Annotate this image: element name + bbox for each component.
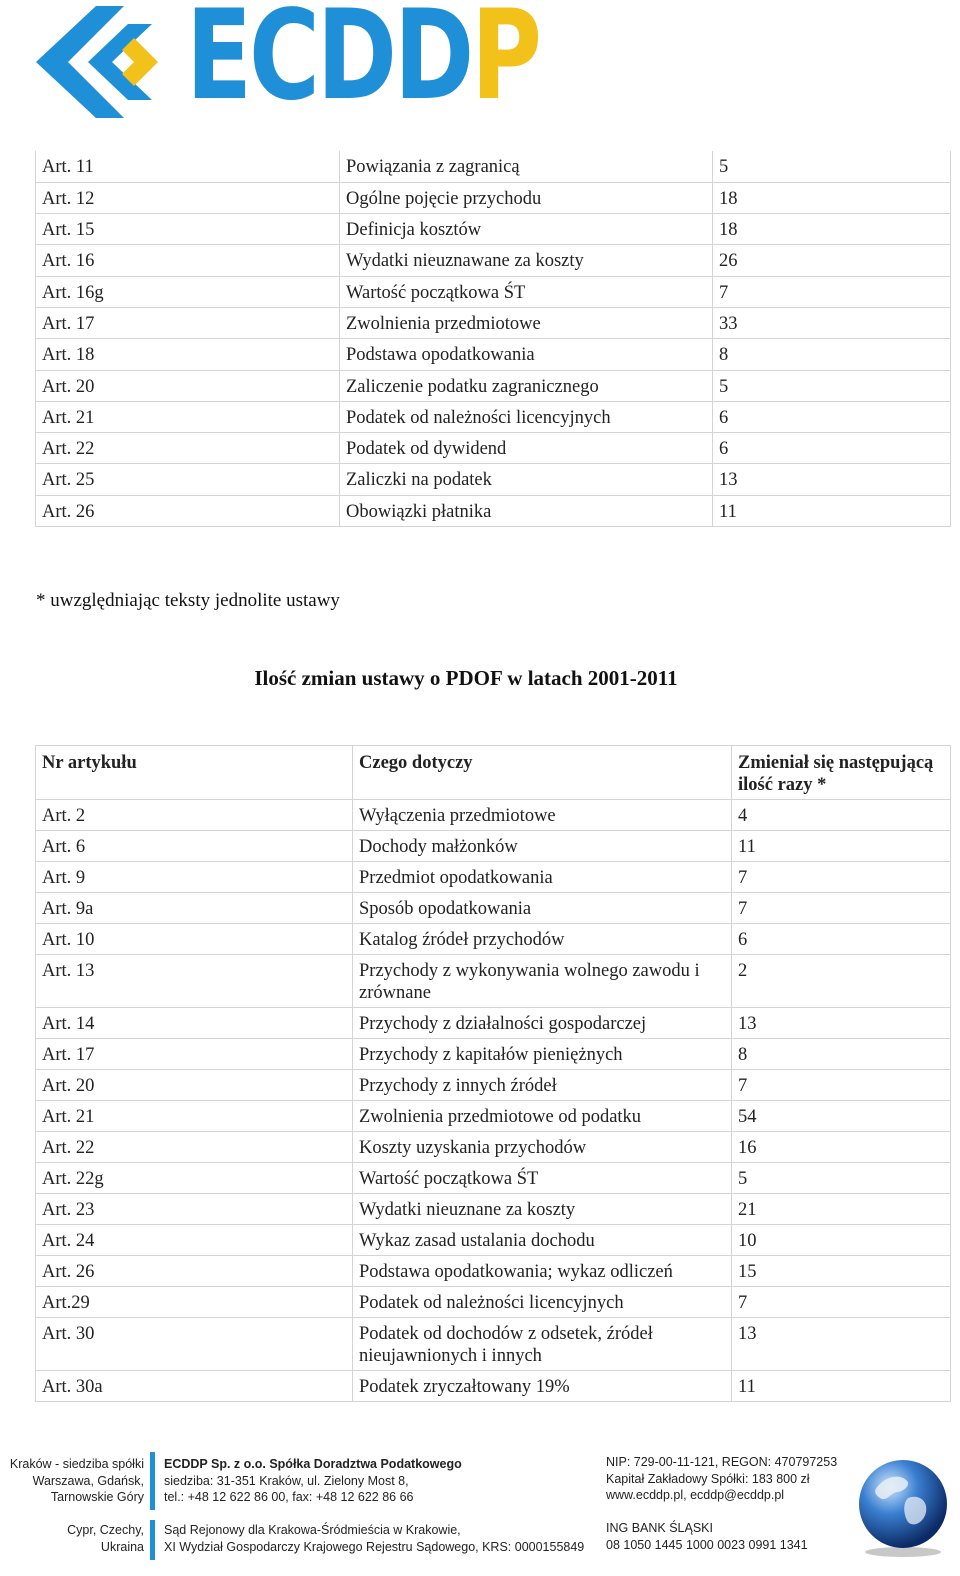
cell-count: 11	[713, 495, 951, 526]
cell-count: 8	[732, 1039, 951, 1070]
cell-article: Art.29	[36, 1287, 353, 1318]
cell-subject: Wydatki nieuznane za koszty	[353, 1194, 732, 1225]
cell-count: 33	[713, 307, 951, 338]
cell-article: Art. 21	[36, 401, 340, 432]
cell-subject: Podatek od dochodów z odsetek, źródeł nieujawnionych i innych	[353, 1318, 732, 1371]
cell-subject: Przychody z innych źródeł	[353, 1070, 732, 1101]
cell-article: Art. 22g	[36, 1163, 353, 1194]
table-row	[36, 1101, 951, 1132]
cell-subject: Ogólne pojęcie przychodu	[340, 182, 713, 213]
cell-subject: Koszty uzyskania przychodów	[353, 1132, 732, 1163]
cell-count: 21	[732, 1194, 951, 1225]
cell-count: 11	[732, 1371, 951, 1402]
footer-text: Warszawa, Gdańsk,	[32, 1473, 144, 1488]
cell-count: 26	[713, 245, 951, 276]
header-article: Nr artykułu	[36, 746, 353, 800]
cell-article: Art. 30	[36, 1318, 353, 1371]
cell-article: Art. 9	[36, 862, 353, 893]
cell-count: 7	[732, 1070, 951, 1101]
cell-count: 13	[713, 464, 951, 495]
table-row	[36, 276, 951, 307]
cell-article: Art. 12	[36, 182, 340, 213]
cell-count: 6	[713, 433, 951, 464]
table-row	[36, 1039, 951, 1070]
cell-article: Art. 18	[36, 339, 340, 370]
table-row	[36, 1256, 951, 1287]
footer-text: siedziba: 31-351 Kraków, ul. Zielony Most 8,	[164, 1473, 409, 1488]
footer-text: XI Wydział Gospodarczy Krajowego Rejestru Sądowego, KRS: 0000155849	[164, 1539, 585, 1554]
table-row	[36, 1287, 951, 1318]
table-row	[36, 831, 951, 862]
table-row	[36, 370, 951, 401]
cell-subject: Zwolnienia przedmiotowe	[340, 307, 713, 338]
changes-table-continued	[35, 151, 951, 527]
cell-subject: Sposób opodatkowania	[353, 893, 732, 924]
cell-count: 8	[713, 339, 951, 370]
cell-count: 5	[732, 1163, 951, 1194]
footer-text: ING BANK ŚLĄSKI	[606, 1521, 713, 1535]
cell-article: Art. 13	[36, 955, 353, 1008]
cell-subject: Podatek zryczałtowany 19%	[353, 1371, 732, 1402]
table-row	[36, 245, 951, 276]
cell-subject: Przedmiot opodatkowania	[353, 862, 732, 893]
cell-article: Art. 17	[36, 1039, 353, 1070]
cell-count: 6	[713, 401, 951, 432]
table-row	[36, 182, 951, 213]
table-row	[36, 214, 951, 245]
cell-article: Art. 20	[36, 370, 340, 401]
page-footer	[0, 1440, 960, 1576]
cell-count: 15	[732, 1256, 951, 1287]
cell-count: 18	[713, 214, 951, 245]
cell-article: Art. 20	[36, 1070, 353, 1101]
logo-wordmark: ECDDP	[186, 0, 539, 128]
cell-count: 16	[732, 1132, 951, 1163]
footer-locations-abroad	[67, 1522, 144, 1555]
cell-subject: Powiązania z zagranicą	[340, 151, 713, 182]
cell-subject: Przychody z kapitałów pieniężnych	[353, 1039, 732, 1070]
cell-article: Art. 21	[36, 1101, 353, 1132]
cell-subject: Dochody małżonków	[353, 831, 732, 862]
footer-bank	[606, 1520, 808, 1553]
cell-count: 7	[713, 276, 951, 307]
table-row	[36, 1225, 951, 1256]
cell-article: Art. 24	[36, 1225, 353, 1256]
pdof-changes-table	[35, 745, 951, 1402]
cell-subject: Zaliczki na podatek	[340, 464, 713, 495]
table-header-row	[36, 746, 951, 800]
cell-count: 6	[732, 924, 951, 955]
table-row	[36, 955, 951, 1008]
cell-subject: Katalog źródeł przychodów	[353, 924, 732, 955]
cell-count: 7	[732, 1287, 951, 1318]
table-row	[36, 401, 951, 432]
table-row	[36, 924, 951, 955]
footer-text: Tarnowskie Góry	[50, 1490, 144, 1504]
cell-article: Art. 16	[36, 245, 340, 276]
cell-article: Art. 26	[36, 495, 340, 526]
header-count: Zmieniał się następującą ilość razy *	[732, 746, 951, 800]
cell-article: Art. 9a	[36, 893, 353, 924]
table-row	[36, 1318, 951, 1371]
table-row	[36, 1132, 951, 1163]
footer-divider	[150, 1452, 155, 1510]
cell-subject: Podatek od należności licencyjnych	[353, 1287, 732, 1318]
cell-article: Art. 6	[36, 831, 353, 862]
cell-count: 18	[713, 182, 951, 213]
footer-text: Kapitał Zakładowy Spółki: 183 800 zł	[606, 1471, 810, 1486]
globe-icon	[856, 1458, 950, 1558]
cell-subject: Wyłączenia przedmiotowe	[353, 800, 732, 831]
table-row	[36, 1371, 951, 1402]
cell-count: 7	[732, 862, 951, 893]
header-subject: Czego dotyczy	[353, 746, 732, 800]
cell-subject: Przychody z działalności gospodarczej	[353, 1008, 732, 1039]
cell-article: Art. 25	[36, 464, 340, 495]
footer-text: Cypr, Czechy,	[67, 1523, 144, 1537]
table-row	[36, 464, 951, 495]
cell-article: Art. 16g	[36, 276, 340, 307]
footer-company	[164, 1456, 462, 1506]
cell-subject: Wydatki nieuznawane za koszty	[340, 245, 713, 276]
footer-text: NIP: 729-00-11-121, REGON: 470797253	[606, 1455, 838, 1469]
footer-court	[164, 1522, 584, 1555]
table-row	[36, 1194, 951, 1225]
cell-subject: Wartość początkowa ŚT	[353, 1163, 732, 1194]
footer-text: www.ecddp.pl, ecddp@ecddp.pl	[606, 1488, 785, 1502]
table-row	[36, 862, 951, 893]
cell-article: Art. 14	[36, 1008, 353, 1039]
table-row	[36, 1008, 951, 1039]
table-row	[36, 1070, 951, 1101]
footer-divider	[150, 1520, 155, 1560]
cell-article: Art. 2	[36, 800, 353, 831]
footnote: * uwzględniając teksty jednolite ustawy	[36, 590, 340, 611]
cell-count: 2	[732, 955, 951, 1008]
cell-subject: Zwolnienia przedmiotowe od podatku	[353, 1101, 732, 1132]
cell-article: Art. 15	[36, 214, 340, 245]
cell-subject: Definicja kosztów	[340, 214, 713, 245]
cell-article: Art. 22	[36, 433, 340, 464]
cell-subject: Przychody z wykonywania wolnego zawodu i zrównane	[353, 955, 732, 1008]
company-logo	[36, 0, 539, 128]
cell-article: Art. 11	[36, 151, 340, 182]
footer-registry	[606, 1454, 837, 1504]
cell-article: Art. 30a	[36, 1371, 353, 1402]
table-row	[36, 893, 951, 924]
cell-article: Art. 17	[36, 307, 340, 338]
cell-subject: Zaliczenie podatku zagranicznego	[340, 370, 713, 401]
table-row	[36, 151, 951, 182]
table-row	[36, 495, 951, 526]
cell-subject: Podatek od należności licencyjnych	[340, 401, 713, 432]
table-row	[36, 800, 951, 831]
footer-text: Ukraina	[100, 1539, 144, 1554]
cell-count: 7	[732, 893, 951, 924]
cell-article: Art. 23	[36, 1194, 353, 1225]
cell-count: 5	[713, 151, 951, 182]
section-title: Ilość zmian ustawy o PDOF w latach 2001-2011	[254, 666, 678, 690]
cell-count: 13	[732, 1008, 951, 1039]
cell-article: Art. 22	[36, 1132, 353, 1163]
cell-count: 13	[732, 1318, 951, 1371]
cell-article: Art. 26	[36, 1256, 353, 1287]
footer-text: Sąd Rejonowy dla Krakowa-Śródmieścia w Krakowie,	[164, 1523, 461, 1537]
cell-count: 10	[732, 1225, 951, 1256]
table-row	[36, 433, 951, 464]
footer-text: Kraków - siedziba spółki	[9, 1457, 144, 1471]
cell-subject: Podstawa opodatkowania; wykaz odliczeń	[353, 1256, 732, 1287]
cell-count: 54	[732, 1101, 951, 1132]
table-row	[36, 307, 951, 338]
cell-count: 4	[732, 800, 951, 831]
cell-subject: Wykaz zasad ustalania dochodu	[353, 1225, 732, 1256]
footer-locations	[10, 1456, 144, 1506]
cell-subject: Obowiązki płatnika	[340, 495, 713, 526]
cell-subject: Podatek od dywidend	[340, 433, 713, 464]
logo-mark-icon	[36, 0, 186, 125]
table-row	[36, 339, 951, 370]
footer-company-name: ECDDP Sp. z o.o. Spółka Doradztwa Podatkowego	[164, 1457, 462, 1471]
footer-text: tel.: +48 12 622 86 00, fax: +48 12 622 86 66	[164, 1490, 414, 1504]
cell-article: Art. 10	[36, 924, 353, 955]
footer-text: 08 1050 1445 1000 0023 0991 1341	[606, 1537, 808, 1552]
cell-count: 5	[713, 370, 951, 401]
cell-subject: Podstawa opodatkowania	[340, 339, 713, 370]
cell-subject: Wartość początkowa ŚT	[340, 276, 713, 307]
table-row	[36, 1163, 951, 1194]
cell-count: 11	[732, 831, 951, 862]
